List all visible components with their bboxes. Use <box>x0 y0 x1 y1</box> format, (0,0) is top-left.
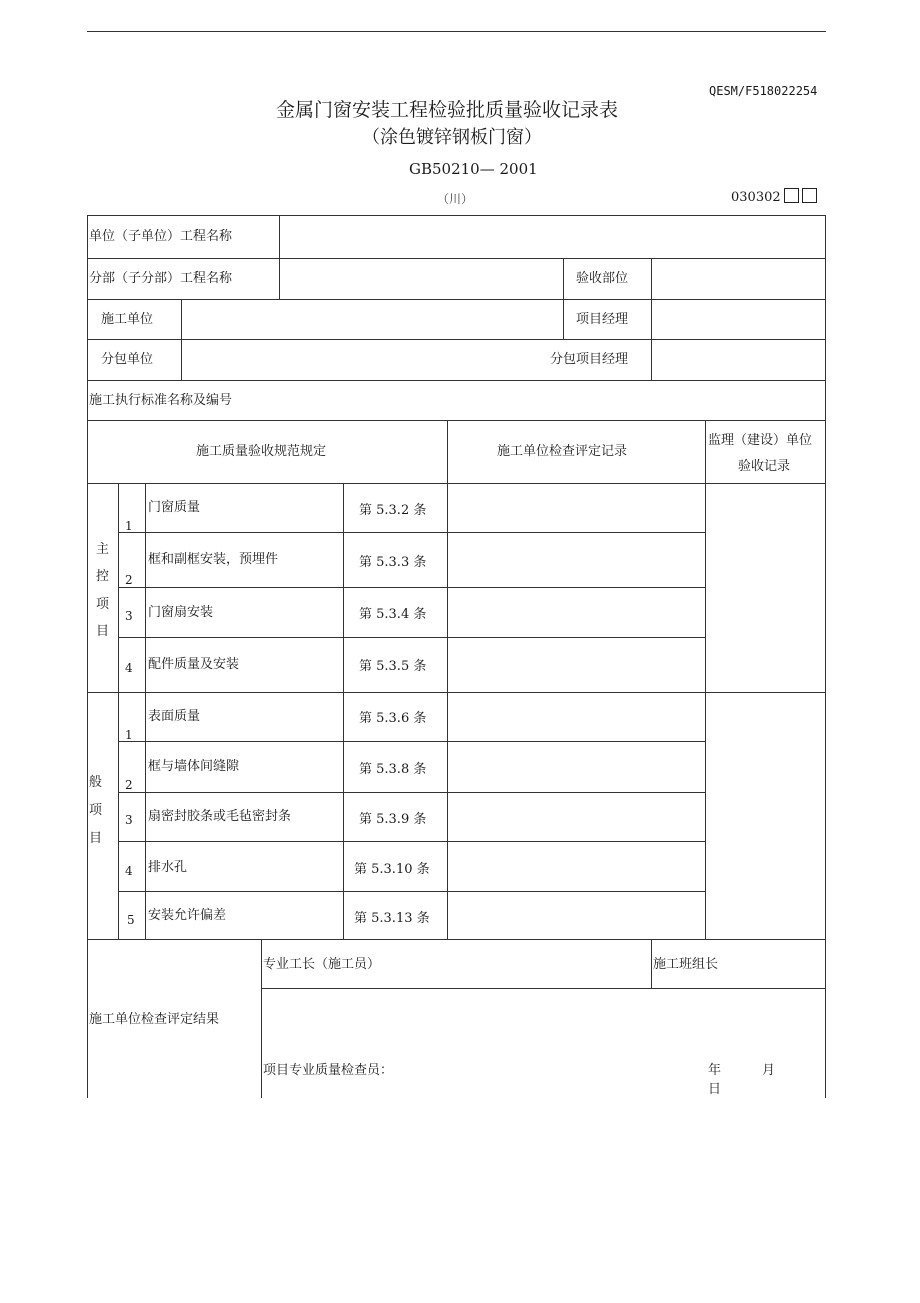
form-title: 金属门窗安装工程检验批质量验收记录表 <box>276 99 619 121</box>
item-number: 2 <box>125 778 133 792</box>
table-line <box>118 637 705 638</box>
form-number <box>731 188 817 206</box>
table-line <box>651 939 652 989</box>
item-number: 3 <box>125 609 133 623</box>
item-clause: 第 5.3.13 条 <box>354 911 430 926</box>
table-line <box>118 483 119 940</box>
foreman-label: 专业工长（施工员） <box>263 957 381 972</box>
year-label: 年 <box>708 1063 722 1078</box>
table-line <box>87 939 826 940</box>
general-group-char: 项 <box>89 803 103 818</box>
item-clause: 第 5.3.2 条 <box>359 503 427 518</box>
table-line <box>118 741 705 742</box>
item-name: 表面质量 <box>148 709 201 724</box>
item-name: 安装允许偏差 <box>148 908 227 923</box>
doc-code: QESM/F518022254 <box>709 84 818 98</box>
project-manager-label: 项目经理 <box>576 312 629 327</box>
item-clause: 第 5.3.9 条 <box>359 812 427 827</box>
inspector-label: 项目专业质量检查员： <box>263 1063 394 1078</box>
table-line <box>118 532 705 533</box>
item-name: 配件质量及安装 <box>148 657 240 672</box>
team-leader-label: 施工班组长 <box>653 957 719 972</box>
item-clause: 第 5.3.8 条 <box>359 762 427 777</box>
main-group-char: 项 <box>96 597 110 612</box>
item-number: 4 <box>125 661 133 675</box>
item-number: 1 <box>125 728 133 742</box>
item-name: 门窗扇安装 <box>148 605 214 620</box>
item-name: 框与墙体间缝隙 <box>148 759 240 774</box>
item-name: 门窗质量 <box>148 500 201 515</box>
supervisor-header-1: 监理（建设）单位 <box>708 433 813 448</box>
top-rule <box>87 31 826 32</box>
table-line <box>705 420 706 940</box>
item-clause: 第 5.3.5 条 <box>359 659 427 674</box>
standard-code: GB50210— 2001 <box>409 160 538 178</box>
table-line <box>261 939 262 1098</box>
table-line <box>87 258 826 259</box>
project-name-label: 单位（子单位）工程名称 <box>89 229 233 244</box>
item-clause: 第 5.3.6 条 <box>359 711 427 726</box>
main-group-char: 目 <box>96 624 110 639</box>
month-label: 月 <box>762 1063 776 1078</box>
main-group-char: 控 <box>96 569 110 584</box>
day-label: 日 <box>708 1082 722 1097</box>
checkbox-icon <box>802 188 817 203</box>
item-clause: 第 5.3.10 条 <box>354 862 430 877</box>
item-number: 2 <box>125 573 133 587</box>
table-line <box>118 841 705 842</box>
subcontractor-label: 分包单位 <box>101 352 154 367</box>
table-line <box>87 380 826 381</box>
item-clause: 第 5.3.4 条 <box>359 607 427 622</box>
contractor-label: 施工单位 <box>101 312 154 327</box>
table-line <box>279 215 280 299</box>
table-line <box>87 483 826 484</box>
form-subtitle: （涂色镀锌钢板门窗） <box>362 127 542 148</box>
checkbox-icon <box>784 188 799 203</box>
region-label: （川） <box>437 192 474 206</box>
item-number: 5 <box>127 913 135 927</box>
item-name: 框和副框安装，预埋件 <box>148 552 279 567</box>
table-line <box>118 587 705 588</box>
table-line <box>343 483 344 940</box>
spec-header: 施工质量验收规范规定 <box>196 444 327 459</box>
table-line <box>87 299 826 300</box>
table-line <box>87 692 826 693</box>
table-line <box>181 299 182 381</box>
acceptance-part-label: 验收部位 <box>576 271 629 286</box>
result-label: 施工单位检查评定结果 <box>89 1012 220 1027</box>
item-name: 扇密封胶条或毛毡密封条 <box>148 809 292 824</box>
item-number: 1 <box>125 519 133 533</box>
item-number: 4 <box>125 864 133 878</box>
standard-label: 施工执行标准名称及编号 <box>89 393 233 408</box>
table-line <box>651 258 652 381</box>
division-label: 分部（子分部）工程名称 <box>89 271 233 286</box>
item-number: 3 <box>125 813 133 827</box>
table-line <box>447 420 448 940</box>
table-line <box>87 339 826 340</box>
general-group-char: 目 <box>89 831 103 846</box>
supervisor-header-2: 验收记录 <box>738 459 791 474</box>
general-group-char: 般 <box>89 775 103 790</box>
main-group-char: 主 <box>96 542 110 557</box>
table-line <box>87 420 826 421</box>
item-clause: 第 5.3.3 条 <box>359 555 427 570</box>
table-line <box>87 215 88 1098</box>
table-line <box>261 988 826 989</box>
form-number-text: 030302 <box>731 190 781 205</box>
table-line <box>118 891 705 892</box>
item-name: 排水孔 <box>148 860 188 875</box>
check-header: 施工单位检查评定记录 <box>497 444 628 459</box>
table-line <box>563 258 564 340</box>
table-line <box>825 988 826 1098</box>
table-line <box>87 215 826 216</box>
table-line <box>825 215 826 989</box>
table-line <box>145 483 146 940</box>
sub-pm-label: 分包项目经理 <box>550 352 629 367</box>
table-line <box>118 792 705 793</box>
